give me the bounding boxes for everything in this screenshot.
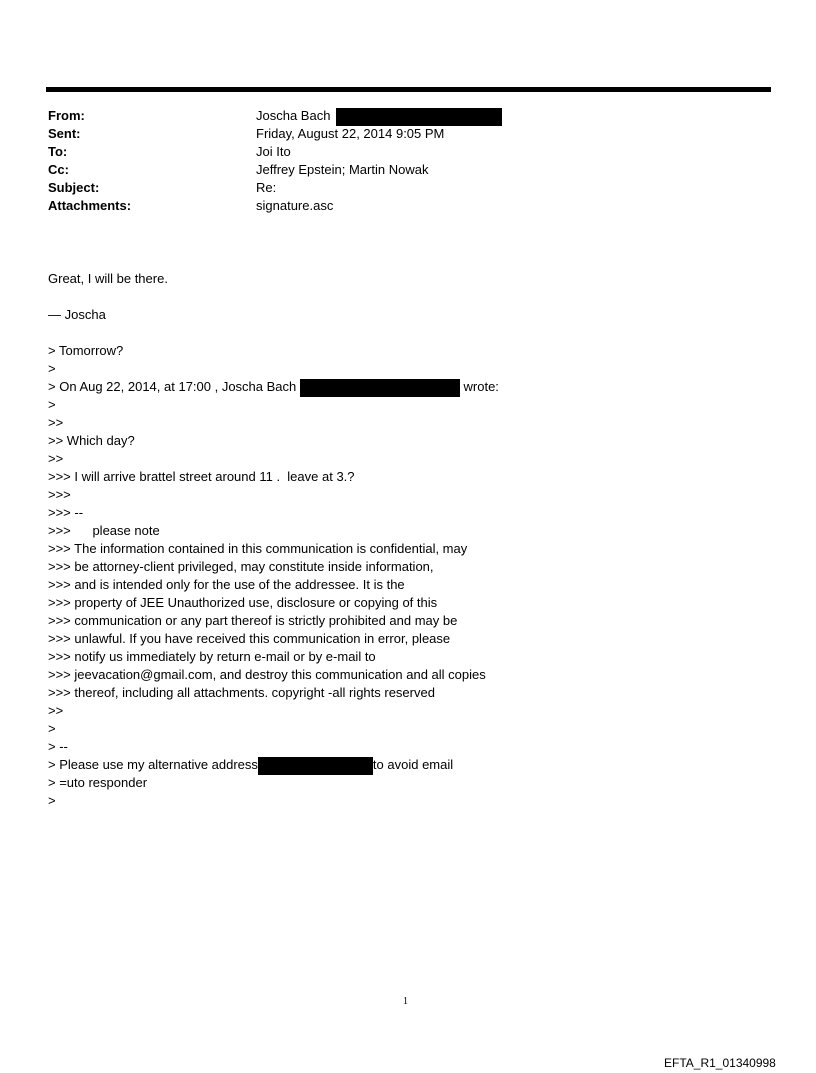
cc-label: Cc: <box>48 162 69 177</box>
subject-value: Re: <box>256 180 277 195</box>
body-line: >> <box>48 415 64 430</box>
quoted-header-wrote: wrote: <box>463 379 499 394</box>
body-line: >>> please note <box>48 523 160 538</box>
body-line: > Tomorrow? <box>48 343 124 358</box>
from-label: From: <box>48 108 85 123</box>
document-id: EFTA_R1_01340998 <box>664 1056 776 1070</box>
sent-label: Sent: <box>48 126 81 141</box>
redaction-box <box>336 108 502 126</box>
redaction-box <box>300 379 460 397</box>
body-line: >> Which day? <box>48 433 135 448</box>
body-line: > <box>48 397 56 412</box>
sent-value: Friday, August 22, 2014 9:05 PM <box>256 126 445 141</box>
quoted-header-text: > On Aug 22, 2014, at 17:00 , Joscha Bach <box>48 379 297 394</box>
body-line: >>> The information contained in this communication is confidential, may <box>48 541 468 556</box>
to-label: To: <box>48 144 68 159</box>
body-line: >>> communication or any part thereof is strictly prohibited and may be <box>48 613 458 628</box>
body-line: > <box>48 793 56 808</box>
from-value <box>256 107 502 126</box>
body-line: >>> unlawful. If you have received this communication in error, please <box>48 631 451 646</box>
body-line: > <box>48 361 56 376</box>
body-line: >>> property of JEE Unauthorized use, disclosure or copying of this <box>48 595 438 610</box>
body-line: >>> and is intended only for the use of the addressee. It is the <box>48 577 405 592</box>
cc-value: Jeffrey Epstein; Martin Nowak <box>256 162 429 177</box>
body-line: > -- <box>48 739 68 754</box>
body-line: >>> be attorney-client privileged, may constitute inside information, <box>48 559 434 574</box>
body-line: >>> -- <box>48 505 84 520</box>
body-line: > <box>48 721 56 736</box>
attachments-value: signature.asc <box>256 198 334 213</box>
alt-address-text: > Please use my alternative address <box>48 757 258 772</box>
redaction-box <box>258 757 373 775</box>
body-line: >>> I will arrive brattel street around 11 . leave at 3.? <box>48 469 355 484</box>
body-line: >>> thereof, including all attachments. copyright -all rights reserved <box>48 685 435 700</box>
header-rule <box>46 87 771 92</box>
from-name: Joscha Bach <box>256 108 331 123</box>
page-number: 1 <box>403 996 408 1007</box>
body-line: >> <box>48 451 64 466</box>
body-line: >>> jeevacation@gmail.com, and destroy this communication and all copies <box>48 667 486 682</box>
body-line: >>> <box>48 487 71 502</box>
body-line: >> <box>48 703 64 718</box>
body-line-alt-address <box>48 756 453 775</box>
body-line: Great, I will be there. <box>48 271 168 286</box>
body-line-quoted-header <box>48 378 499 397</box>
subject-label: Subject: <box>48 180 100 195</box>
attachments-label: Attachments: <box>48 198 132 213</box>
body-line: >>> notify us immediately by return e-mail or by e-mail to <box>48 649 376 664</box>
alt-address-tail: to avoid email <box>372 757 454 772</box>
to-value: Joi Ito <box>256 144 291 159</box>
body-line: — Joscha <box>48 307 106 322</box>
body-line: > =uto responder <box>48 775 148 790</box>
